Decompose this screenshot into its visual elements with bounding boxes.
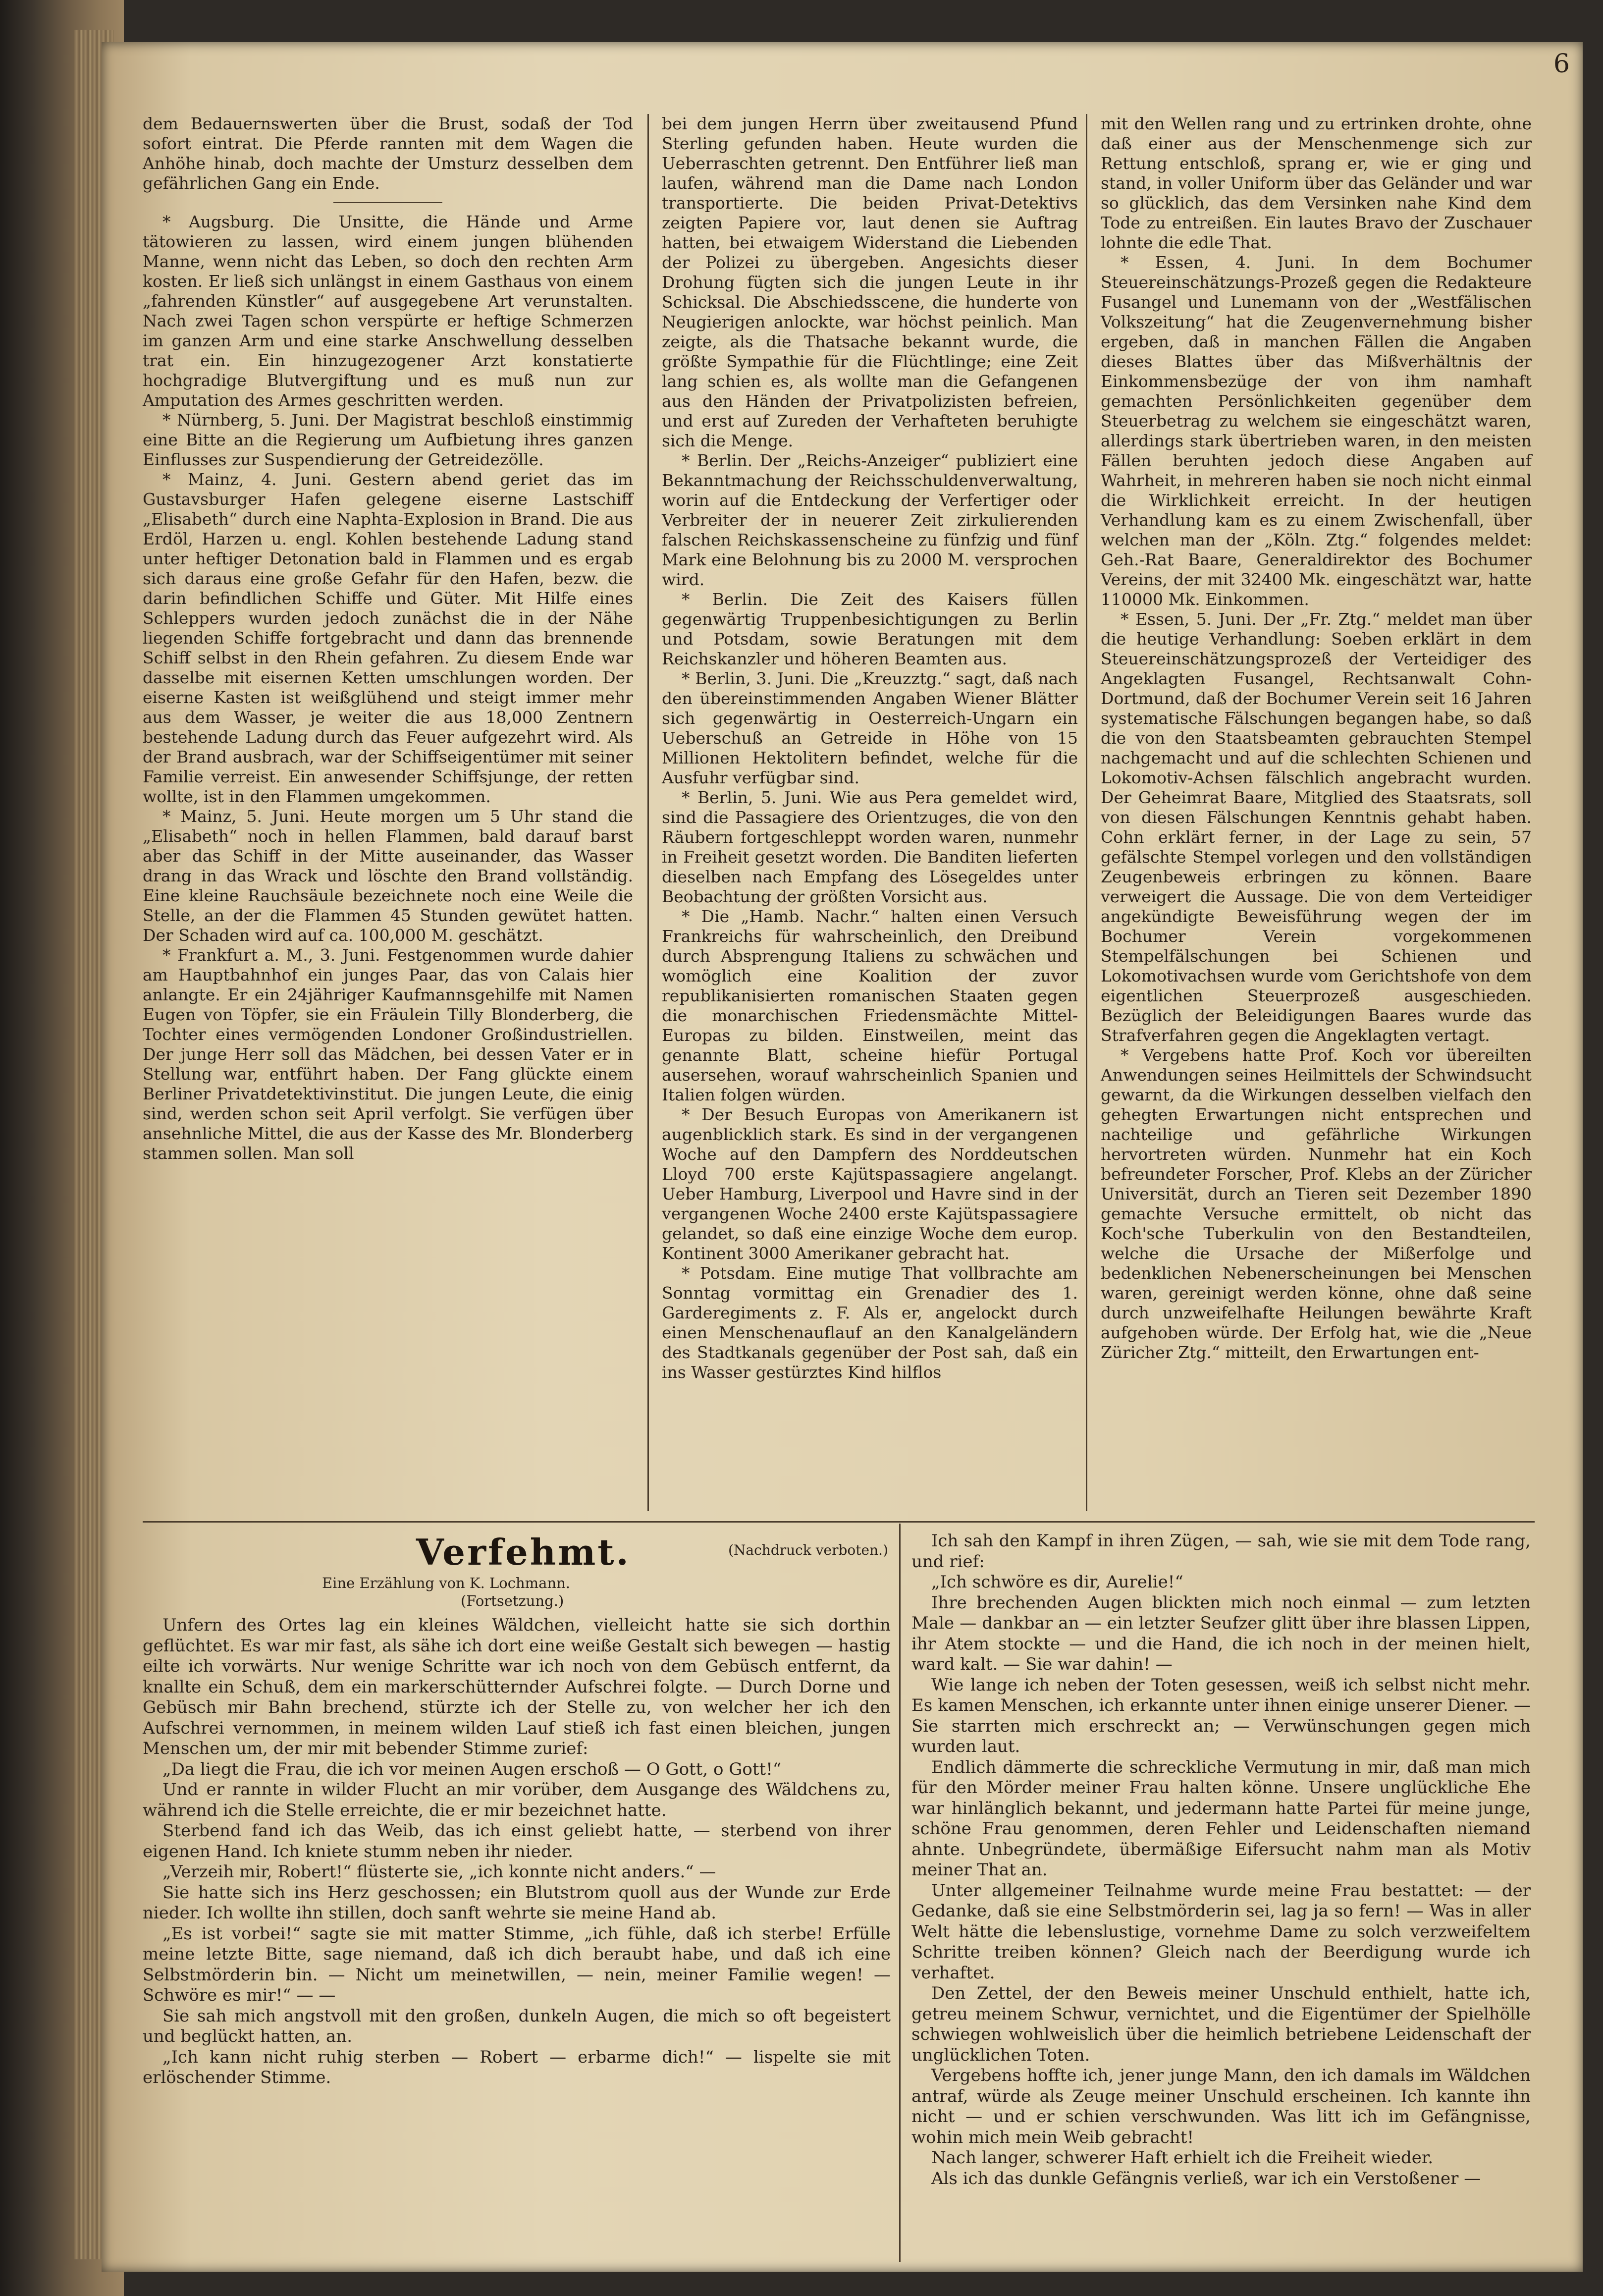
article-paragraph: „Verzeih mir, Robert!“ flüsterte sie, „ich konnte nicht anders.“ — <box>162 1862 716 1882</box>
article-paragraph: Sie hatte sich ins Herz geschossen; ein Blutstrom quoll aus der Wunde zur Erde nieder. Ich wollte ihn stillen, doch sanft wehrte sie meine Hand ab. <box>143 1882 891 1923</box>
news-column-2 <box>662 114 1078 1496</box>
article-paragraph: Den Zettel, der den Beweis meiner Unschuld enthielt, hatte ich, getreu meinem Schwur, vernichtet, und die Eigentümer der Spielhölle schwiegen wohlweislich über die heimlich betriebene Leidenschaft der unglücklichen Toten. <box>911 1983 1531 2065</box>
news-column-3 <box>1101 114 1532 1496</box>
news-column-1 <box>143 114 633 1496</box>
column-rule <box>1086 114 1087 1511</box>
article-paragraph: Als ich das dunkle Gefängnis verließ, war ich ein Verstoßener — <box>931 2168 1481 2188</box>
article-paragraph: * Berlin. Der „Reichs-Anzeiger“ publiziert eine Bekanntmachung der Reichsschuldenverwaltung, worin auf die Entdeckung der Verfertiger oder Verbreiter der in neuerer Zeit zirkulierenden falschen Reichskassenscheine zu fünfzig und fünf Mark eine Belohnung bis zu 2000 M. versprochen wird. <box>662 451 1078 589</box>
article-paragraph: * Mainz, 5. Juni. Heute morgen um 5 Uhr stand die „Elisabeth“ noch in hellen Flammen, bald darauf barst aber das Schiff in der Mitte auseinander, das Wasser drang in das Wrack und löschte den Brand vollständig. Eine kleine Rauchsäule bezeichnete noch eine Weile die Stelle, an der die Flammen 45 Stunden gewütet hatten. Der Schaden wird auf ca. 100,000 M. geschätzt. <box>143 807 633 945</box>
article-paragraph: Sterbend fand ich das Weib, das ich einst geliebt hatte, — sterbend von ihrer eigenen Hand. Ich kniete stumm neben ihr nieder. <box>143 1821 891 1861</box>
article-paragraph: Endlich dämmerte die schreckliche Vermutung in mir, daß man mich für den Mörder meiner Frau halten könne. Unsere unglückliche Ehe war hinlänglich bekannt, und jedermann hatte Partei für meine junge, schöne Frau genommen, deren Fehler und Leidenschaften niemand ahnte. Unbegründete, übermäßige Eifersucht nahm man als Motiv meiner That an. <box>911 1757 1531 1880</box>
article-paragraph: * Berlin, 5. Juni. Wie aus Pera gemeldet wird, sind die Passagiere des Orientzuges, die von den Räubern fortgeschleppt worden waren, nunmehr in Freiheit gesetzt worden. Die Banditen lieferten dieselben nach Empfang des Lösegeldes unter Beobachtung der größten Vorsicht aus. <box>662 788 1078 906</box>
article-paragraph: Ich sah den Kampf in ihren Zügen, — sah, wie sie mit dem Tode rang, und rief: <box>911 1531 1531 1572</box>
article-paragraph: „Ich schwöre es dir, Aurelie!“ <box>931 1572 1183 1592</box>
article-paragraph: Wie lange ich neben der Toten gesessen, weiß ich selbst nicht mehr. Es kamen Menschen, ich erkannte unter ihnen einige unserer Diener. — Sie starrten mich erschreckt an; — Verwünschungen gegen mich wurden laut. <box>911 1675 1531 1756</box>
article-paragraph: * Potsdam. Eine mutige That vollbrachte am Sonntag vormittag ein Grenadier des 1. Garderegiments z. F. Als er, angelockt durch einen Menschenauflauf an den Kanalgeländern des Stadtkanals gegenüber der Post sah, daß ein ins Wasser gestürztes Kind hilflos <box>662 1263 1078 1382</box>
article-paragraph: * Frankfurt a. M., 3. Juni. Festgenommen wurde dahier am Hauptbahnhof ein junges Paar, das von Calais hier anlangte. Er ein 24jähriger Kaufmannsgehilfe mit Namen Eugen von Töpfer, sie ein Fräulein Tilly Blonderberg, die Tochter eines vermögenden Londoner Großindustriellen. Der junge Herr soll das Mädchen, bei dessen Vater er in Stellung war, entführt haben. Der Fang glückte einem Berliner Privatdetektivinstitut. Die jungen Leute, die einig sind, werden schon seit April verfolgt. Sie verfügen über ansehnliche Mittel, die aus der Kasse des Mr. Blonderberg stammen sollen. Man soll <box>143 945 633 1163</box>
article-paragraph: Vergebens hoffte ich, jener junge Mann, den ich damals im Wäldchen antraf, würde als Zeuge meiner Unschuld erscheinen. Ich kannte ihn nicht — und er schien verschwunden. Was litt ich im Gefängnisse, wohin mich mein Weib gebracht! <box>911 2066 1531 2147</box>
section-rule <box>143 1521 1535 1523</box>
reprint-notice: (Nachdruck verboten.) <box>728 1542 888 1558</box>
article-paragraph: * Berlin. Die Zeit des Kaisers füllen gegenwärtig Truppenbesichtigungen zu Berlin und Potsdam, sowie Beratungen mit dem Reichskanzler und höheren Beamten aus. <box>662 590 1078 668</box>
article-paragraph: Nach langer, schwerer Haft erhielt ich die Freiheit wieder. <box>931 2148 1434 2168</box>
article-paragraph: * Der Besuch Europas von Amerikanern ist augenblicklich stark. Es sind in der vergangenen Woche auf den Dampfern des Norddeutschen Lloyd 700 erste Kajütspassagiere angelangt. Ueber Hamburg, Liverpool und Havre sind in der vergangenen Woche 2400 erste Kajütspassagiere gelandet, so daß eine einzige Woche dem europ. Kontinent 3000 Amerikaner gebracht hat. <box>662 1105 1078 1263</box>
serial-column-left <box>143 1615 891 2235</box>
column-rule <box>647 114 649 1511</box>
article-paragraph: bei dem jungen Herrn über zweitausend Pfund Sterling gefunden haben. Heute wurden die Ueberraschten getrennt. Den Entführer ließ man laufen, während man die Dame nach London transportierte. Die beiden Privat-Detektivs zeigten Papiere vor, laut denen sie Auftrag hatten, bei etwaigem Widerstand die Liebenden der Polizei zu übergeben. Angesichts dieser Drohung fügten sich die jungen Leute in ihr Schicksal. Die Abschiedsscene, die hunderte von Neugierigen anlockte, war höchst peinlich. Man zeigte, als die Thatsache bekannt wurde, die größte Sympathie für die Flüchtlinge; eine Zeit lang schien es, als wollte man die Gefangenen aus den Händen der Privatpolizisten befreien, und erst auf Zureden der Verhafteten beruhigte sich die Menge. <box>662 114 1078 450</box>
installment-note: (Fortsetzung.) <box>461 1592 564 1609</box>
article-paragraph: Unfern des Ortes lag ein kleines Wäldchen, vielleicht hatte sie sich dorthin geflüchtet. Es war mir fast, als sähe ich dort eine weiße Gestalt sich bewegen — hastig eilte ich vorwärts. Nur wenige Schritte war ich noch von dem Gebüsch entfernt, da knallte ein Schuß, dem ein markerschütternder Aufschrei folgte. — Durch Dorne und Gebüsch mir Bahn brechend, stürzte ich der Stelle zu, von welcher her ich den Aufschrei vernommen, in meinem wilden Lauf stieß ich fast einen bleichen, jungen Menschen um, der mir mit bebender Stimme zurief: <box>143 1615 891 1758</box>
article-paragraph: * Nürnberg, 5. Juni. Der Magistrat beschloß einstimmig eine Bitte an die Regierung um Aufbietung ihres ganzen Einflusses zur Suspendierung der Getreidezölle. <box>143 410 633 469</box>
article-paragraph: „Es ist vorbei!“ sagte sie mit matter Stimme, „ich fühle, daß ich sterbe! Erfülle meine letzte Bitte, sage niemand, daß ich dich beraubt habe, und daß ich eine Selbstmörderin bin. — Nicht um meinetwillen, — nein, meiner Familie wegen! — Schwöre es mir!“ — — <box>143 1923 891 2005</box>
article-paragraph: Sie sah mich angstvoll mit den großen, dunkeln Augen, die mich so oft begeistert und beglückt hatten, an. <box>143 2006 891 2046</box>
article-separator <box>333 202 442 203</box>
article-paragraph: * Essen, 4. Juni. In dem Bochumer Steuereinschätzungs-Prozeß gegen die Redakteure Fusangel und Lunemann von der „Westfälischen Volkszeitung“ hat die Zeugenvernehmung bisher ergeben, daß in manchen Fällen die Angaben dieses Blattes über das Mißverhältnis der Einkommensbezüge der von ihm namhaft gemachten Persönlichkeiten gegenüber dem Steuerbetrag zu welchem sie eingeschätzt waren, allerdings stark übertrieben waren, in den meisten Fällen beruhten jedoch diese Angaben auf Wahrheit, in mehreren haben sie noch nicht einmal die Wirklichkeit erreicht. In der heutigen Verhandlung kam es zu einem Zwischenfall, über welchen man der „Köln. Ztg.“ folgendes meldet: Geh.-Rat Baare, Generaldirektor des Bochumer Vereins, der mit 32400 Mk. eingeschätzt war, hatte 110000 Mk. Einkommen. <box>1101 253 1532 609</box>
article-paragraph: mit den Wellen rang und zu ertrinken drohte, ohne daß einer aus der Menschenmenge sich zur Rettung entschloß, sprang er, wie er ging und stand, in voller Uniform über das Geländer und war so glücklich, das dem Versinken nahe Kind dem Tode zu entreißen. Ein lautes Bravo der Zuschauer lohnte die edle That. <box>1101 114 1532 252</box>
article-paragraph: * Berlin, 3. Juni. Die „Kreuzztg.“ sagt, daß nach den übereinstimmenden Angaben Wiener Blätter sich gegenwärtig in Oesterreich-Ungarn ein Ueberschuß an Getreide in Höhe von 15 Millionen Hektolitern befindet, welche für die Ausfuhr verfügbar sind. <box>662 669 1078 787</box>
article-paragraph: Unter allgemeiner Teilnahme wurde meine Frau bestattet: — der Gedanke, daß sie eine Selbstmörderin sei, lag ja so fern! — Was in aller Welt hätte die lebenslustige, vornehme Dame zu solch verzweifeltem Schritte treiben können? Gleich nach der Beerdigung wurde ich verhaftet. <box>911 1880 1531 1983</box>
article-paragraph: „Da liegt die Frau, die ich vor meinen Augen erschoß — O Gott, o Gott!“ <box>162 1759 782 1779</box>
article-paragraph: * Augsburg. Die Unsitte, die Hände und Arme tätowieren zu lassen, wird einem jungen blühenden Manne, wenn nicht das Leben, so doch den rechten Arm kosten. Er ließ sich unlängst in einem Gasthaus von einem „fahrenden Künstler“ auf ausgegebene Art verunstalten. Nach zwei Tagen schon verspürte er heftige Schmerzen im ganzen Arm und eine starke Anschwellung desselben trat ein. Ein hinzugezogener Arzt konstatierte hochgradige Blutvergiftung und es muß nun zur Amputation des Armes geschritten werden. <box>143 212 633 410</box>
article-paragraph: Und er rannte in wilder Flucht an mir vorüber, dem Ausgange des Wäldchens zu, während ich die Stelle erreichte, die er mir bezeichnet hatte. <box>143 1780 891 1820</box>
article-paragraph: Ihre brechenden Augen blickten mich noch einmal — zum letzten Male — dankbar an — ein letzter Seufzer glitt über ihre blassen Lippen, ihr Atem stockte — und die Hand, die ich noch in der meinen hielt, ward kalt. — Sie war dahin! — <box>911 1592 1531 1674</box>
serial-column-right <box>911 1531 1531 2240</box>
article-paragraph: dem Bedauernswerten über die Brust, sodaß der Tod sofort eintrat. Die Pferde rannten mit dem Wagen die Anhöhe hinab, doch machte der Umsturz desselben dem gefährlichen Gang ein Ende. <box>143 114 633 193</box>
article-paragraph: * Die „Hamb. Nachr.“ halten einen Versuch Frankreichs für wahrscheinlich, den Dreibund durch Absprengung Italiens zu schwächen und womöglich eine Koalition der zuvor republikanisierten romanischen Staaten gegen die monarchischen Friedensmächte Mittel-Europas zu bilden. Einstweilen, meint das genannte Blatt, scheine hiefür Portugal ausersehen, worauf wahrscheinlich Spanien und Italien folgen würden. <box>662 907 1078 1104</box>
page-number: 6 <box>1553 49 1570 79</box>
serial-subtitle: Eine Erzählung von K. Lochmann. <box>322 1575 571 1591</box>
article-paragraph: * Vergebens hatte Prof. Koch vor übereilten Anwendungen seines Heilmittels der Schwindsucht gewarnt, da die Wirkungen desselben vielfach den gehegten Erwartungen nicht entsprechen und nachteilige und gefährliche Wirkungen hervortreten würden. Nunmehr hat ein Koch befreundeter Forscher, Prof. Klebs an der Züricher Universität, durch an Tieren seit Dezember 1890 gemachte Versuche ermittelt, ob nicht das Koch'sche Tuberkulin von den Bestandteilen, welche die Ursache der Mißerfolge und bedenklichen Nebenerscheinungen bei Menschen waren, gereinigt werden könne, ohne daß seine durch unzweifelhafte Heilungen bewährte Kraft aufgehoben würde. Der Erfolg hat, wie die „Neue Züricher Ztg.“ mitteilt, den Erwartungen ent- <box>1101 1045 1532 1362</box>
article-paragraph: „Ich kann nicht ruhig sterben — Robert — erbarme dich!“ — lispelte sie mit erlöschender Stimme. <box>143 2047 891 2087</box>
column-rule <box>899 1524 901 2262</box>
serial-title: Verfehmt. <box>416 1531 631 1573</box>
article-paragraph: * Essen, 5. Juni. Der „Fr. Ztg.“ meldet man über die heutige Verhandlung: Soeben erklärt in dem Steuereinschätzungsprozeß der Verteidiger des Angeklagten Fusangel, Rechtsanwalt Cohn-Dortmund, daß der Bochumer Verein seit 16 Jahren systematische Fälschungen begangen habe, so daß die von den Staatsbeamten gebrauchten Stempel nachgemacht und auf die schlechten Schienen und Lokomotiv-Achsen fälschlich angebracht wurden. Der Geheimrat Baare, Mitglied des Staatsrats, soll von diesen Fälschungen Kenntnis gehabt haben. Cohn erklärt ferner, in der Lage zu sein, 57 gefälschte Stempel vorlegen und den vollständigen Zeugenbeweis erbringen zu können. Baare verweigert die Aussage. Die von dem Verteidiger angekündigte Beweisführung wegen der im Bochumer Verein vorgekommenen Stempelfälschungen bei Schienen und Lokomotivachsen wurde vom Gerichtshofe von dem eigentlichen Steuerprozeß ausgeschieden. Bezüglich der Beleidigungen Baares wurde das Strafverfahren gegen die Angeklagten vertagt. <box>1101 609 1532 1045</box>
article-paragraph: * Mainz, 4. Juni. Gestern abend geriet das im Gustavsburger Hafen gelegene eiserne Lastschiff „Elisabeth“ durch eine Naphta-Explosion in Brand. Die aus Erdöl, Harzen u. engl. Kohlen bestehende Ladung stand unter heftiger Detonation bald in Flammen und es ergab sich daraus eine große Gefahr für den Hafen, bezw. die darin befindlichen Schiffe und Güter. Mit Hilfe eines Schleppers wurden jedoch zunächst die in der Nähe liegenden Schiffe fortgebracht und dann das brennende Schiff selbst in den Rhein gefahren. Zu diesem Ende war dasselbe mit eisernen Ketten umschlungen worden. Der eiserne Kasten ist weißglühend und steigt immer mehr aus dem Wasser, je weiter die aus 18,000 Zentnern bestehende Ladung durch das Feuer aufgezehrt wird. Als der Brand ausbrach, war der Schiffseigentümer mit seiner Familie verreist. Ein anwesender Schiffsjunge, der retten wollte, ist in den Flammen umgekommen. <box>143 470 633 806</box>
